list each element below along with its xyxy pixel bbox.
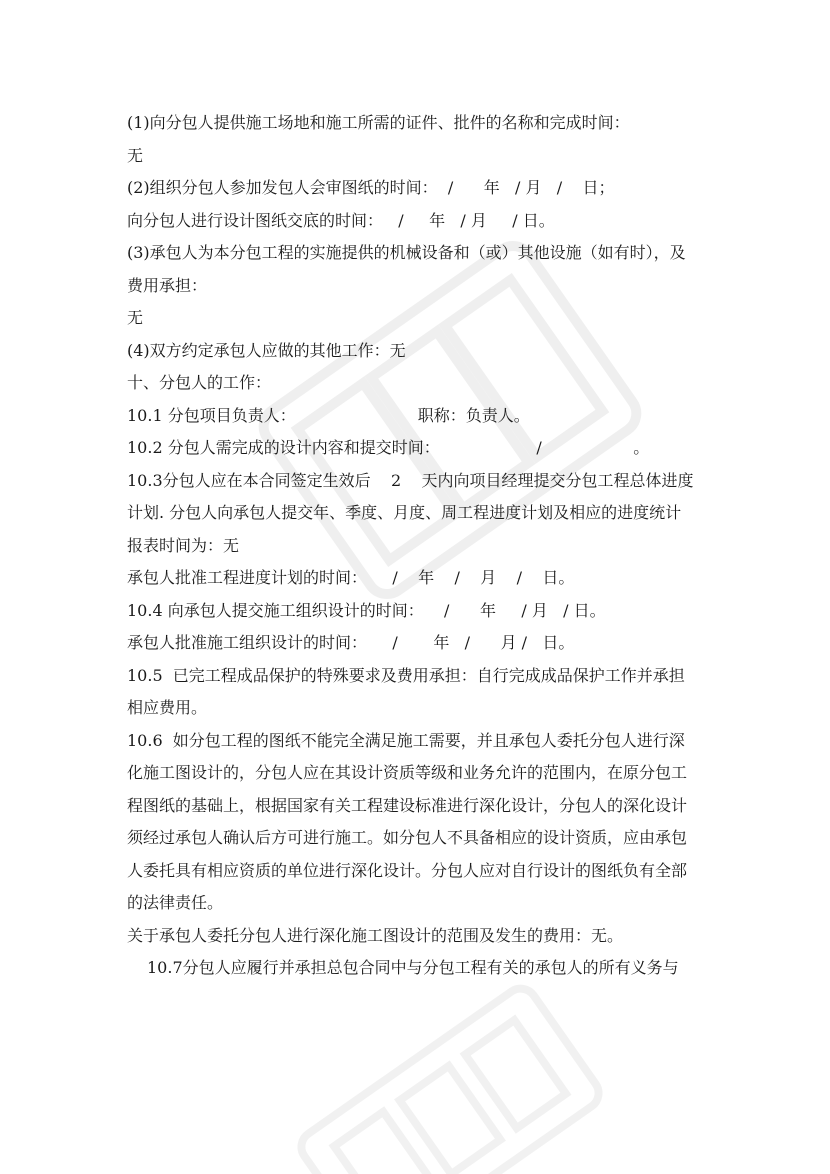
watermark-icon — [281, 968, 619, 1174]
text-line: 化施工图设计的，分包人应在其设计资质等级和业务允许的范围内，在原分包工 — [127, 763, 688, 782]
text-line: 无 — [127, 145, 144, 165]
text-line: 10.4 向承包人提交施工组织设计的时间： / 年 / 月 / 日。 — [127, 600, 606, 620]
text-line: 10.3分包人应在本合同签定生效后 2 天内向项目经理提交分包工程总体进度 — [127, 470, 694, 490]
text-line: 相应费用。 — [127, 698, 208, 717]
text-line: (2)组织分包人参加发包人会审图纸的时间： / 年 / 月 / 日； — [127, 178, 615, 197]
text-line: 向分包人进行设计图纸交底的时间： / 年 / 月 / 日。 — [127, 210, 555, 230]
text-line: (3)承包人为本分包工程的实施提供的机械设备和（或）其他设施（如有时），及 — [127, 243, 686, 262]
text-line: 费用承担： — [127, 275, 208, 295]
text-line: 人委托具有相应资质的单位进行深化设计。分包人应对自行设计的图纸负有全部 — [127, 860, 688, 880]
text-line: (4)双方约定承包人应做的其他工作：无 — [127, 340, 406, 360]
text-line: 无 — [127, 308, 144, 327]
text-line: 10.7分包人应履行并承担总包合同中与分包工程有关的承包人的所有义务与 — [147, 958, 679, 977]
text-line: 关于承包人委托分包人进行深化施工图设计的范围及发生的费用：无。 — [127, 925, 624, 945]
text-line: 10.2 分包人需完成的设计内容和提交时间： / 。 — [127, 438, 650, 457]
section-heading: 十、分包人的工作： — [127, 373, 272, 392]
text-line: 承包人批准施工组织设计的时间： / 年 / 月 / 日。 — [127, 633, 575, 652]
text-line: 的法律责任。 — [127, 893, 224, 912]
text-line: 承包人批准工程进度计划的时间： / 年 / 月 / 日。 — [127, 568, 575, 587]
text-line: 须经过承包人确认后方可进行施工。如分包人不具备相应的设计资质，应由承包 — [127, 828, 688, 847]
text-line: 程图纸的基础上，根据国家有关工程建设标准进行深化设计，分包人的深化设计 — [127, 795, 688, 815]
text-line: 计划. 分包人向承包人提交年、季度、月度、周工程进度计划及相应的进度统计 — [127, 503, 682, 522]
text-line: 报表时间为：无 — [127, 535, 240, 555]
text-line: (1)向分包人提供施工场地和施工所需的证件、批件的名称和完成时间： — [127, 113, 630, 132]
document-body — [127, 107, 717, 985]
text-line: 10.1 分包项目负责人： 职称：负责人。 — [127, 405, 530, 425]
text-line: 10.5 已完工程成品保护的特殊要求及费用承担：自行完成成品保护工作并承担 — [127, 665, 685, 685]
text-line: 10.6 如分包工程的图纸不能完全满足施工需要，并且承包人委托分包人进行深 — [127, 730, 685, 750]
